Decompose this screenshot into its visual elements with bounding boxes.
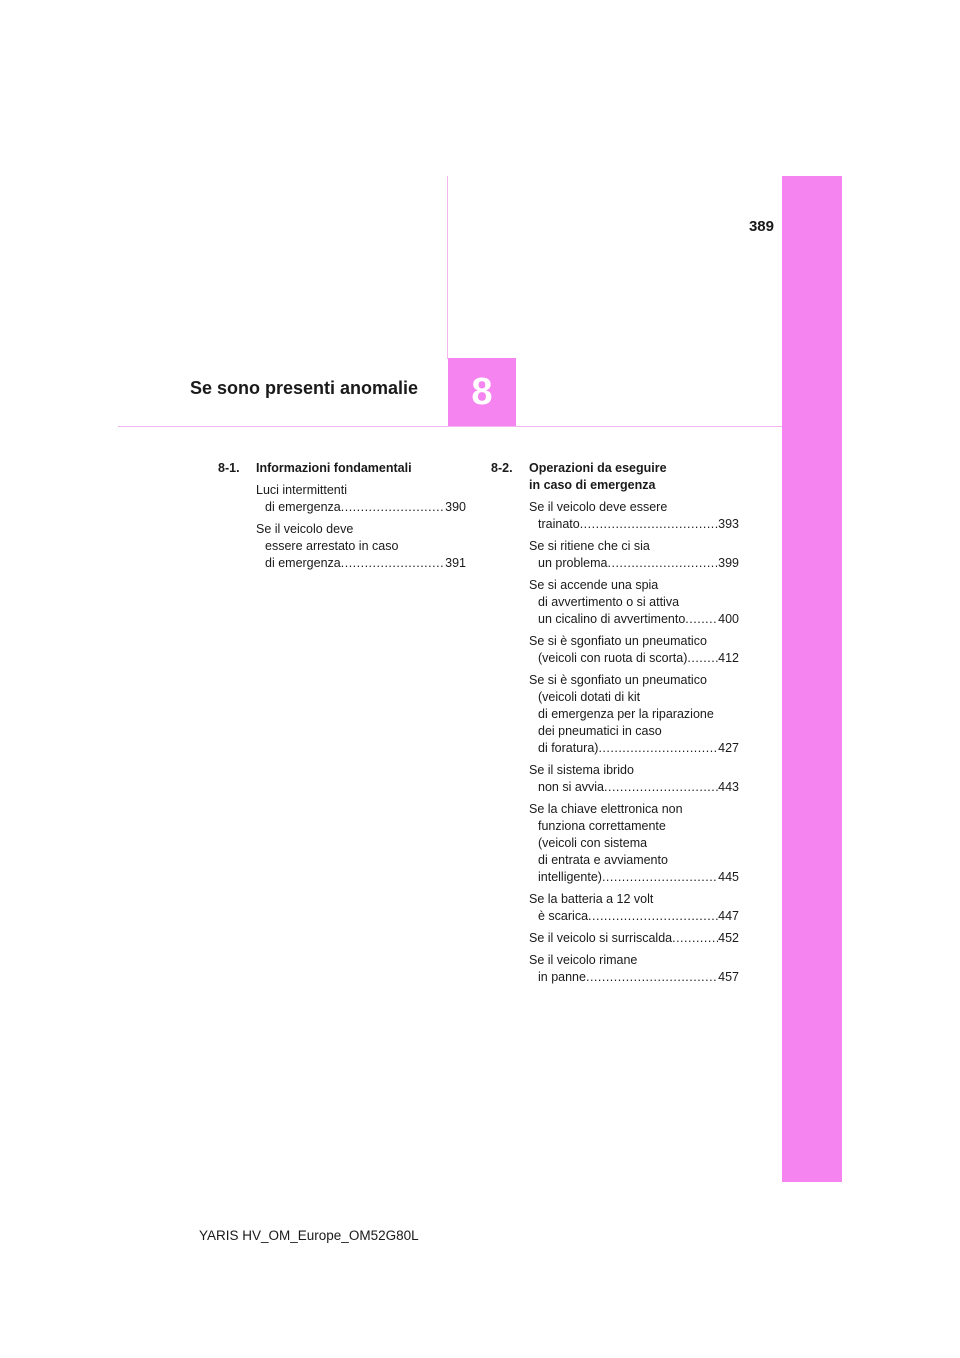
toc-page-number: 391 xyxy=(445,556,466,570)
section-entries xyxy=(529,499,739,986)
toc-entry-line: funziona correttamente xyxy=(538,819,666,833)
toc-leader-dots xyxy=(602,869,718,886)
toc-entry[interactable] xyxy=(256,482,466,516)
toc-entry-line: Se il veicolo deve xyxy=(256,522,354,536)
chapter-tab-bar xyxy=(782,176,842,1182)
toc-entry[interactable] xyxy=(256,521,466,572)
toc-entry-label: trainato xyxy=(538,517,580,531)
header-vertical-rule xyxy=(447,176,448,359)
toc-entry[interactable] xyxy=(529,762,739,796)
toc-entry-line: dei pneumatici in caso xyxy=(538,724,662,738)
toc-page-number: 393 xyxy=(718,517,739,531)
toc-leader-dots xyxy=(685,611,718,628)
toc-leader-dots xyxy=(672,930,718,947)
toc-leader-dots xyxy=(341,555,445,572)
toc-section-8-1 xyxy=(218,460,466,572)
toc-entry-final-line xyxy=(529,650,739,667)
toc-page-number: 427 xyxy=(718,741,739,755)
toc-entry-final-line xyxy=(529,869,739,886)
chapter-title: Se sono presenti anomalie xyxy=(190,378,419,398)
toc-leader-dots xyxy=(586,969,718,986)
toc-entry-line: essere arrestato in caso xyxy=(265,539,399,553)
toc-entry-line: Se il veicolo deve essere xyxy=(529,500,668,514)
chapter-number-box: 8 xyxy=(448,358,516,426)
section-number: 8-1. xyxy=(218,461,240,475)
toc-page-number: 452 xyxy=(718,931,739,945)
toc-entry[interactable] xyxy=(529,801,739,886)
toc-entry-final-line xyxy=(529,740,739,757)
toc-entry-final-line xyxy=(529,779,739,796)
toc-entry-final-line xyxy=(529,611,739,628)
toc-entry[interactable] xyxy=(529,577,739,628)
toc-page-number: 445 xyxy=(718,870,739,884)
toc-entry-line: (veicoli con sistema xyxy=(538,836,648,850)
toc-entry-final-line xyxy=(256,499,466,516)
header-horizontal-rule xyxy=(118,426,782,427)
toc-page-number: 443 xyxy=(718,780,739,794)
toc-entry-label: (veicoli con ruota di scorta) xyxy=(538,651,688,665)
toc-entry-line: Se la batteria a 12 volt xyxy=(529,892,654,906)
toc-leader-dots xyxy=(598,740,718,757)
toc-entry-line: Se si accende una spia xyxy=(529,578,659,592)
toc-entry[interactable] xyxy=(529,499,739,533)
toc-entry-line: Se si ritiene che ci sia xyxy=(529,539,650,553)
toc-entry-label: di foratura) xyxy=(538,741,599,755)
toc-entry[interactable] xyxy=(529,930,739,947)
toc-entry[interactable] xyxy=(529,891,739,925)
toc-entry-label: intelligente) xyxy=(538,870,602,884)
toc-entry-line: Se si è sgonfiato un pneumatico xyxy=(529,673,707,687)
section-title xyxy=(256,460,412,477)
toc-entry-line: di avvertimento o si attiva xyxy=(538,595,680,609)
section-title-line: Informazioni fondamentali xyxy=(256,461,412,475)
toc-entry-line: di entrata e avviamento xyxy=(538,853,668,867)
toc-leader-dots xyxy=(341,499,445,516)
section-heading xyxy=(218,460,466,477)
section-title xyxy=(529,460,667,494)
toc-entry-line: Se il veicolo rimane xyxy=(529,953,638,967)
toc-entry-final-line xyxy=(529,908,739,925)
page-number: 389 xyxy=(748,218,774,235)
toc-entry-line: Se la chiave elettronica non xyxy=(529,802,683,816)
toc-entry-final-line xyxy=(256,555,466,572)
toc-entry-label: un cicalino di avvertimento xyxy=(538,612,686,626)
toc-page-number: 447 xyxy=(718,909,739,923)
toc-leader-dots xyxy=(588,908,718,925)
toc-entry-label: di emergenza xyxy=(265,500,341,514)
toc-entry-label: in panne xyxy=(538,970,586,984)
toc-page-number: 400 xyxy=(718,612,739,626)
section-title-line: Operazioni da eseguire xyxy=(529,461,667,475)
toc-entry-label: di emergenza xyxy=(265,556,341,570)
toc-leader-dots xyxy=(608,555,719,572)
toc-entry-line: Luci intermittenti xyxy=(256,483,348,497)
toc-entry-line: di emergenza per la riparazione xyxy=(538,707,714,721)
footer-doc-id: YARIS HV_OM_Europe_OM52G80L xyxy=(199,1228,419,1243)
toc-entry-line: Se il sistema ibrido xyxy=(529,763,634,777)
toc-entry-label: un problema xyxy=(538,556,608,570)
toc-entry-final-line xyxy=(529,516,739,533)
toc-entry-label: è scarica xyxy=(538,909,589,923)
toc-entry-final-line xyxy=(529,969,739,986)
toc-section-8-2 xyxy=(491,460,739,986)
toc-page-number: 399 xyxy=(718,556,739,570)
toc-entry-final-line xyxy=(529,930,739,947)
toc-entry-label: non si avvia xyxy=(538,780,605,794)
toc-entry-line: (veicoli dotati di kit xyxy=(538,690,641,704)
toc-entry[interactable] xyxy=(529,952,739,986)
toc-entry[interactable] xyxy=(529,672,739,757)
toc-entry-label: Se il veicolo si surriscalda xyxy=(529,931,673,945)
toc-page-number: 390 xyxy=(445,500,466,514)
toc-leader-dots xyxy=(687,650,718,667)
toc-entry[interactable] xyxy=(529,633,739,667)
toc-page-number: 457 xyxy=(718,970,739,984)
section-heading xyxy=(491,460,739,494)
toc-page-number: 412 xyxy=(718,651,739,665)
section-entries xyxy=(256,482,466,572)
toc-leader-dots xyxy=(604,779,718,796)
section-title-line: in caso di emergenza xyxy=(529,478,656,492)
toc-entry[interactable] xyxy=(529,538,739,572)
toc-entry-final-line xyxy=(529,555,739,572)
toc-leader-dots xyxy=(580,516,718,533)
section-number: 8-2. xyxy=(491,461,513,475)
toc-entry-line: Se si è sgonfiato un pneumatico xyxy=(529,634,707,648)
